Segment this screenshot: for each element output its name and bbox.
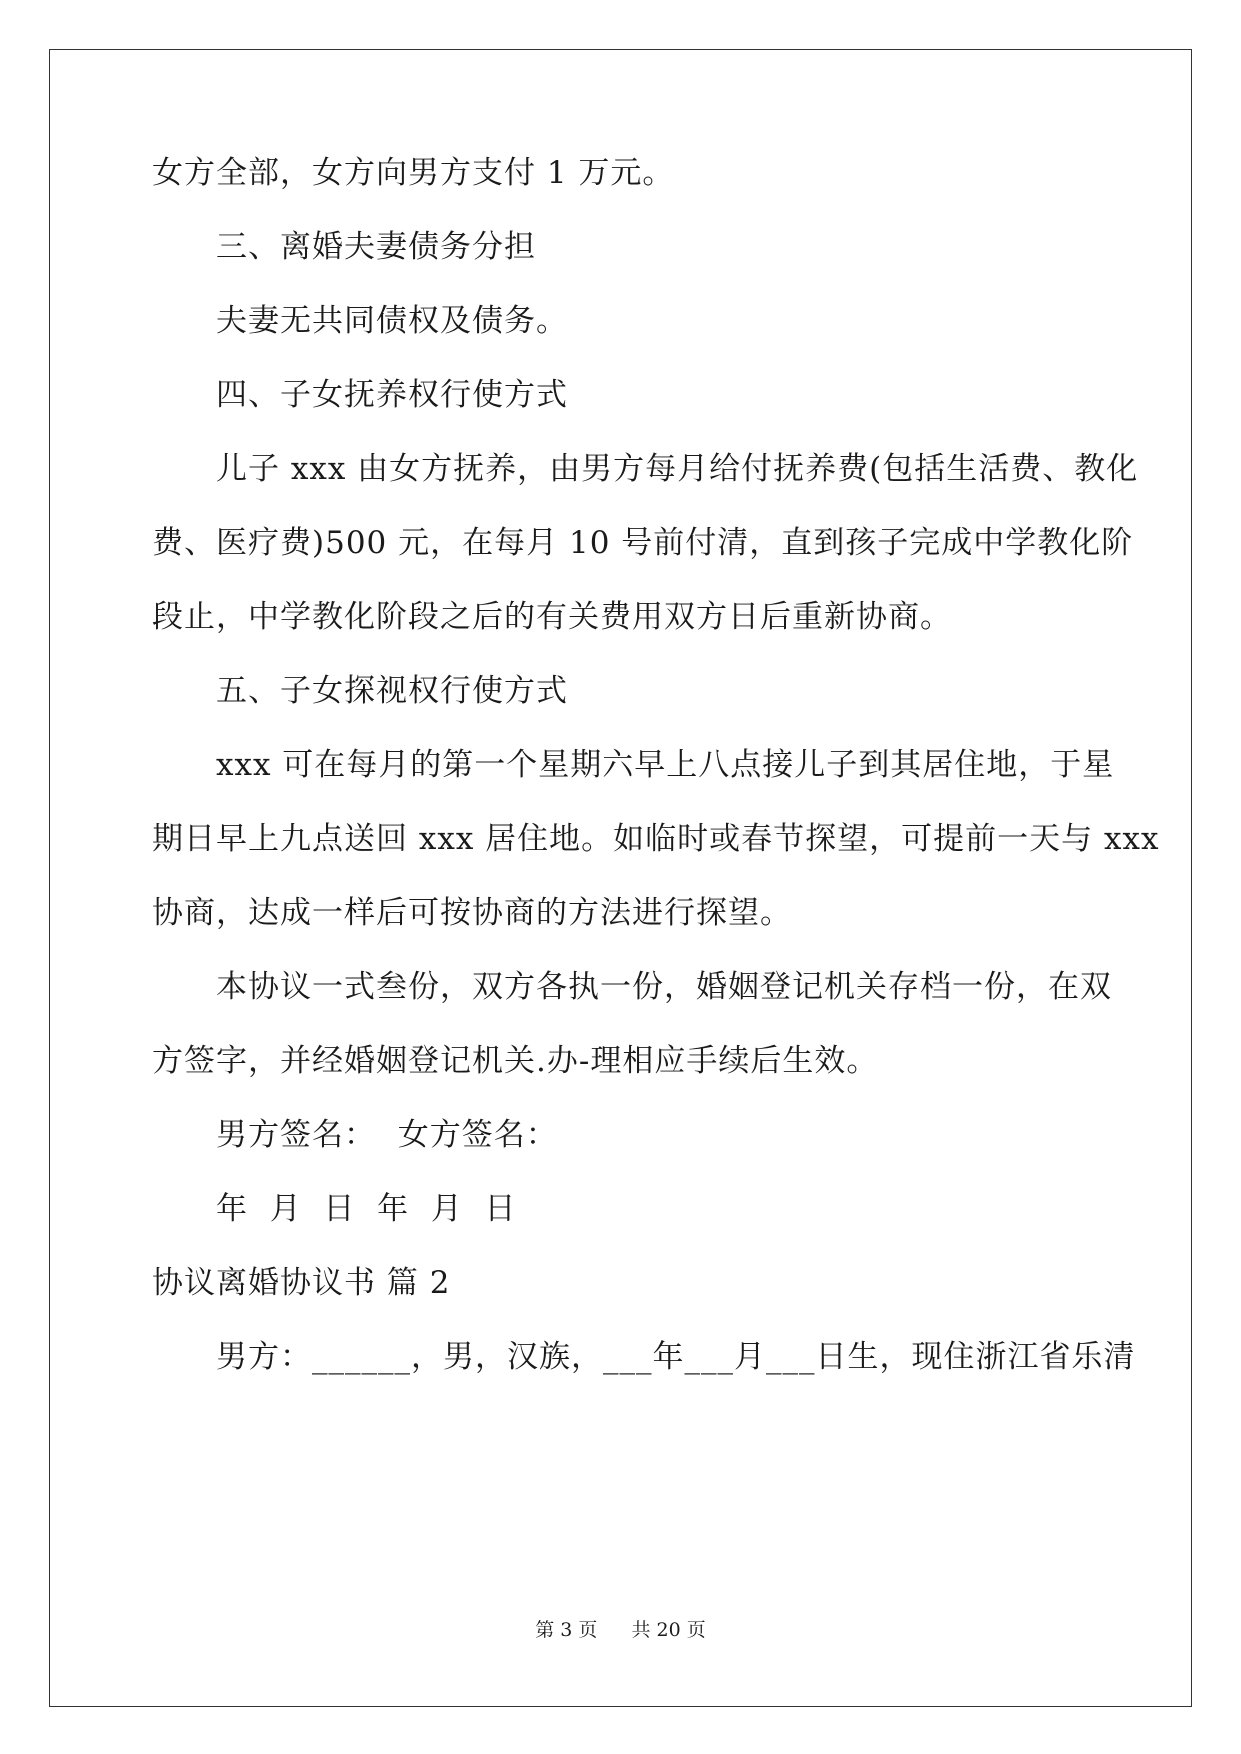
paragraph-line: 方签字，并经婚姻登记机关.办-理相应手续后生效。 <box>152 1043 879 1079</box>
paragraph-line: 费、医疗费)500 元，在每月 10 号前付清，直到孩子完成中学教化阶 <box>152 525 1134 561</box>
total-page-count: 共 20 页 <box>631 1619 706 1641</box>
date-line: 年 月 日 年 月 日 <box>216 1191 517 1227</box>
section-heading: 四、子女抚养权行使方式 <box>216 377 568 413</box>
paragraph-line: 男方：______，男，汉族，___年___月___日生，现住浙江省乐清 <box>216 1339 1136 1375</box>
paragraph-line: 协商，达成一样后可按协商的方法进行探望。 <box>152 895 792 931</box>
signature-line: 男方签名： 女方签名： <box>216 1117 558 1153</box>
paragraph-line: xxx 可在每月的第一个星期六早上八点接儿子到其居住地，于星 <box>216 747 1115 783</box>
section-heading: 五、子女探视权行使方式 <box>216 673 568 709</box>
paragraph-line: 期日早上九点送回 xxx 居住地。如临时或春节探望，可提前一天与 xxx <box>152 821 1160 857</box>
paragraph-line: 女方全部，女方向男方支付 1 万元。 <box>152 155 675 191</box>
page-border <box>49 49 1192 1707</box>
article-title: 协议离婚协议书 篇 2 <box>152 1265 451 1301</box>
page-footer <box>0 1618 1241 1642</box>
paragraph-line: 儿子 xxx 由女方抚养，由男方每月给付抚养费(包括生活费、教化 <box>216 451 1139 487</box>
current-page-number: 第 3 页 <box>535 1619 598 1641</box>
paragraph-line: 夫妻无共同债权及债务。 <box>216 303 568 339</box>
paragraph-line: 段止，中学教化阶段之后的有关费用双方日后重新协商。 <box>152 599 952 635</box>
paragraph-line: 本协议一式叁份，双方各执一份，婚姻登记机关存档一份，在双 <box>216 969 1112 1005</box>
section-heading: 三、离婚夫妻债务分担 <box>216 229 536 265</box>
